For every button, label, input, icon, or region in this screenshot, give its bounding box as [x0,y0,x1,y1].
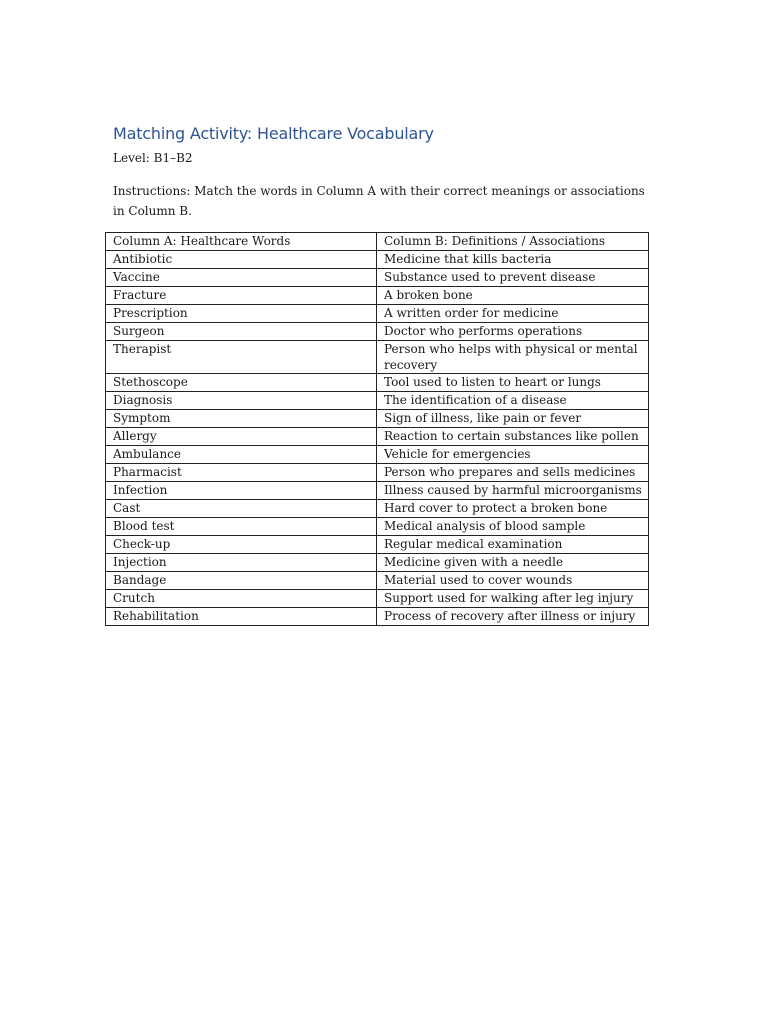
table-row [106,392,649,410]
healthcare-word-cell: Stethoscope [106,374,377,392]
table-row [106,287,649,305]
table-row [106,374,649,392]
healthcare-word-cell: Rehabilitation [106,608,377,626]
definition-cell: Regular medical examination [377,536,649,554]
definition-cell: Tool used to listen to heart or lungs [377,374,649,392]
healthcare-word-cell: Fracture [106,287,377,305]
definition-cell: Person who helps with physical or mental recovery [377,341,649,374]
level-text: Level: B1–B2 [113,151,193,165]
table-row [106,269,649,287]
table-row [106,500,649,518]
table-row [106,482,649,500]
healthcare-word-cell: Bandage [106,572,377,590]
healthcare-word-cell: Ambulance [106,446,377,464]
healthcare-word-cell: Surgeon [106,323,377,341]
healthcare-word-cell: Check-up [106,536,377,554]
healthcare-word-cell: Prescription [106,305,377,323]
table-row [106,410,649,428]
healthcare-word-cell: Therapist [106,341,377,374]
table-row [106,464,649,482]
healthcare-word-cell: Blood test [106,518,377,536]
definition-cell: Medical analysis of blood sample [377,518,649,536]
definition-cell: A written order for medicine [377,305,649,323]
definition-cell: Medicine given with a needle [377,554,649,572]
healthcare-word-cell: Allergy [106,428,377,446]
definition-cell: Material used to cover wounds [377,572,649,590]
definition-cell: Process of recovery after illness or injury [377,608,649,626]
healthcare-word-cell: Cast [106,500,377,518]
definition-cell: Medicine that kills bacteria [377,251,649,269]
healthcare-word-cell: Vaccine [106,269,377,287]
healthcare-word-cell: Pharmacist [106,464,377,482]
table-row [106,572,649,590]
healthcare-word-cell: Diagnosis [106,392,377,410]
definition-cell: The identification of a disease [377,392,649,410]
definition-cell: Support used for walking after leg injury [377,590,649,608]
healthcare-word-cell: Infection [106,482,377,500]
definition-cell: Sign of illness, like pain or fever [377,410,649,428]
definition-cell: Doctor who performs operations [377,323,649,341]
table-header-row [106,233,649,251]
vocabulary-table [105,232,649,626]
healthcare-word-cell: Crutch [106,590,377,608]
column-b-header: Column B: Definitions / Associations [377,233,649,251]
table-row [106,305,649,323]
healthcare-word-cell: Antibiotic [106,251,377,269]
definition-cell: Hard cover to protect a broken bone [377,500,649,518]
table-row [106,536,649,554]
definition-cell: A broken bone [377,287,649,305]
table-row [106,251,649,269]
table-row [106,590,649,608]
definition-cell: Vehicle for emergencies [377,446,649,464]
column-a-header: Column A: Healthcare Words [106,233,377,251]
instructions-text: Instructions: Match the words in Column A with their correct meanings or associations in Column B. [113,184,645,218]
definition-cell: Person who prepares and sells medicines [377,464,649,482]
table-row [106,446,649,464]
definition-cell: Illness caused by harmful microorganisms [377,482,649,500]
table-row [106,518,649,536]
table-row [106,608,649,626]
healthcare-word-cell: Injection [106,554,377,572]
table-body [106,251,649,626]
definition-cell: Reaction to certain substances like pollen [377,428,649,446]
definition-cell: Substance used to prevent disease [377,269,649,287]
table-row [106,554,649,572]
document-title: Matching Activity: Healthcare Vocabulary [113,124,434,143]
healthcare-word-cell: Symptom [106,410,377,428]
table-row [106,323,649,341]
table-row [106,428,649,446]
table-row [106,341,649,374]
